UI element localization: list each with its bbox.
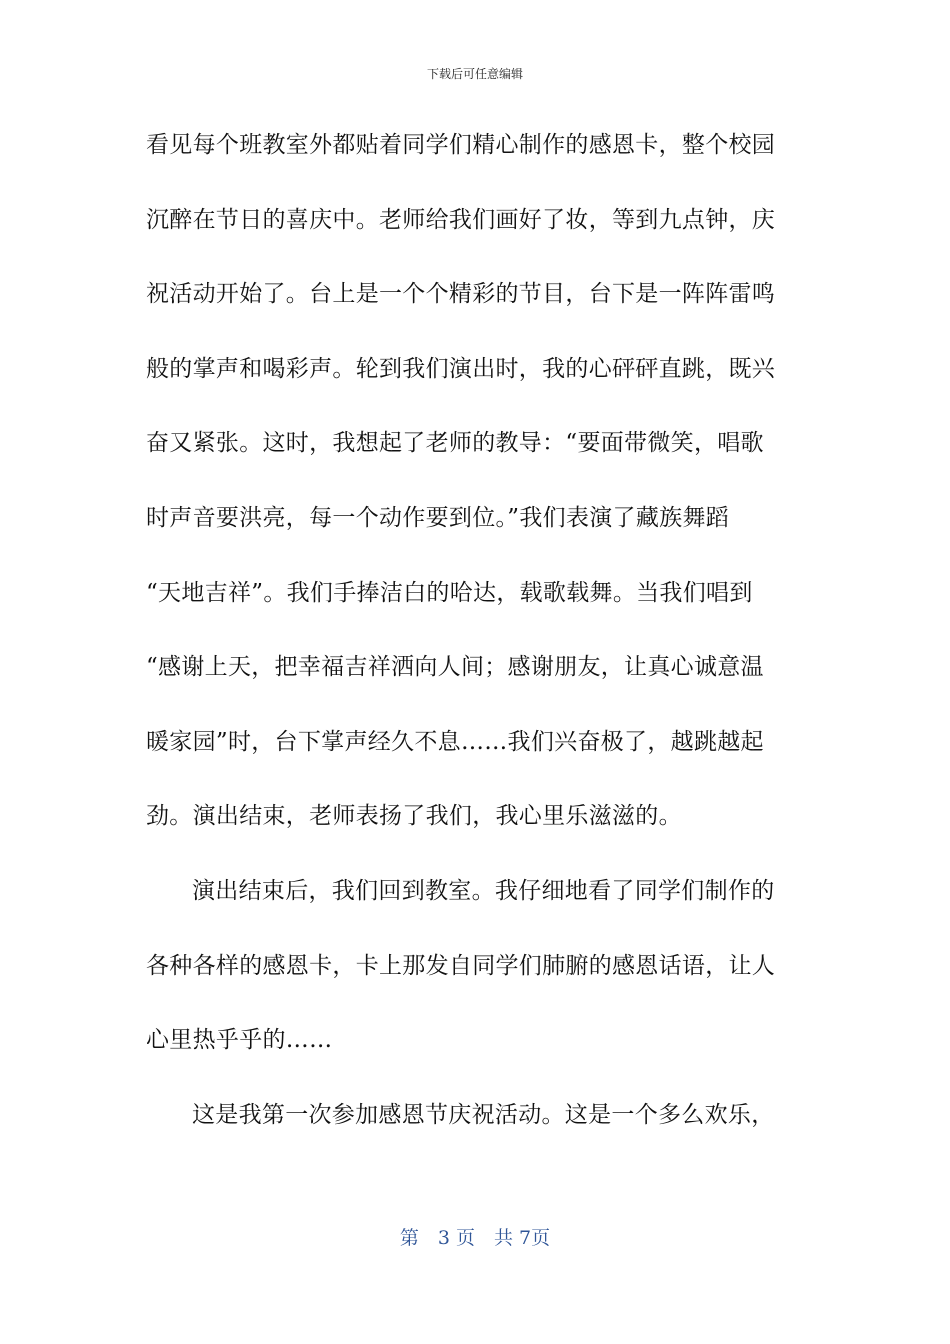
text-line: 看见每个班教室外都贴着同学们精心制作的感恩卡，整个校园 xyxy=(146,132,776,158)
text-line: “天地吉祥”。我们手捧洁白的哈达，载歌载舞。当我们唱到 xyxy=(146,579,753,606)
text-line: 沉醉在节日的喜庆中。老师给我们画好了妆，等到九点钟，庆 xyxy=(146,206,776,233)
text-line: 时声音要洪亮，每一个动作要到位。”我们表演了藏族舞蹈 xyxy=(146,504,730,531)
page-header: 下载后可任意编辑 xyxy=(426,67,523,81)
text-line: 心里热乎乎的…… xyxy=(146,1027,333,1054)
paragraph-start-line: 演出结束后，我们回到教室。我仔细地看了同学们制作的 xyxy=(192,877,775,904)
text-line: 暖家园”时，台下掌声经久不息……我们兴奋极了，越跳越起 xyxy=(146,728,764,755)
text-line: 各种各样的感恩卡，卡上那发自同学们肺腑的感恩话语，让人 xyxy=(146,952,776,979)
text-line: “感谢上天，把幸福吉祥洒向人间；感谢朋友，让真心诚意温 xyxy=(146,654,764,681)
text-line: 奋又紧张。这时，我想起了老师的教导：“要面带微笑，唱歌 xyxy=(146,430,764,457)
text-line: 劲。演出结束，老师表扬了我们，我心里乐滋滋的。 xyxy=(146,803,682,830)
text-line: 祝活动开始了。台上是一个个精彩的节目，台下是一阵阵雷鸣 xyxy=(146,281,776,308)
text-line: 般的掌声和喝彩声。轮到我们演出时，我的心砰砰直跳，既兴 xyxy=(146,355,776,382)
page-number-footer: 第 3 页 共 7页 xyxy=(399,1227,551,1249)
body-text xyxy=(146,120,806,1164)
paragraph-start-line: 这是我第一次参加感恩节庆祝活动。这是一个多么欢乐， xyxy=(192,1101,775,1128)
